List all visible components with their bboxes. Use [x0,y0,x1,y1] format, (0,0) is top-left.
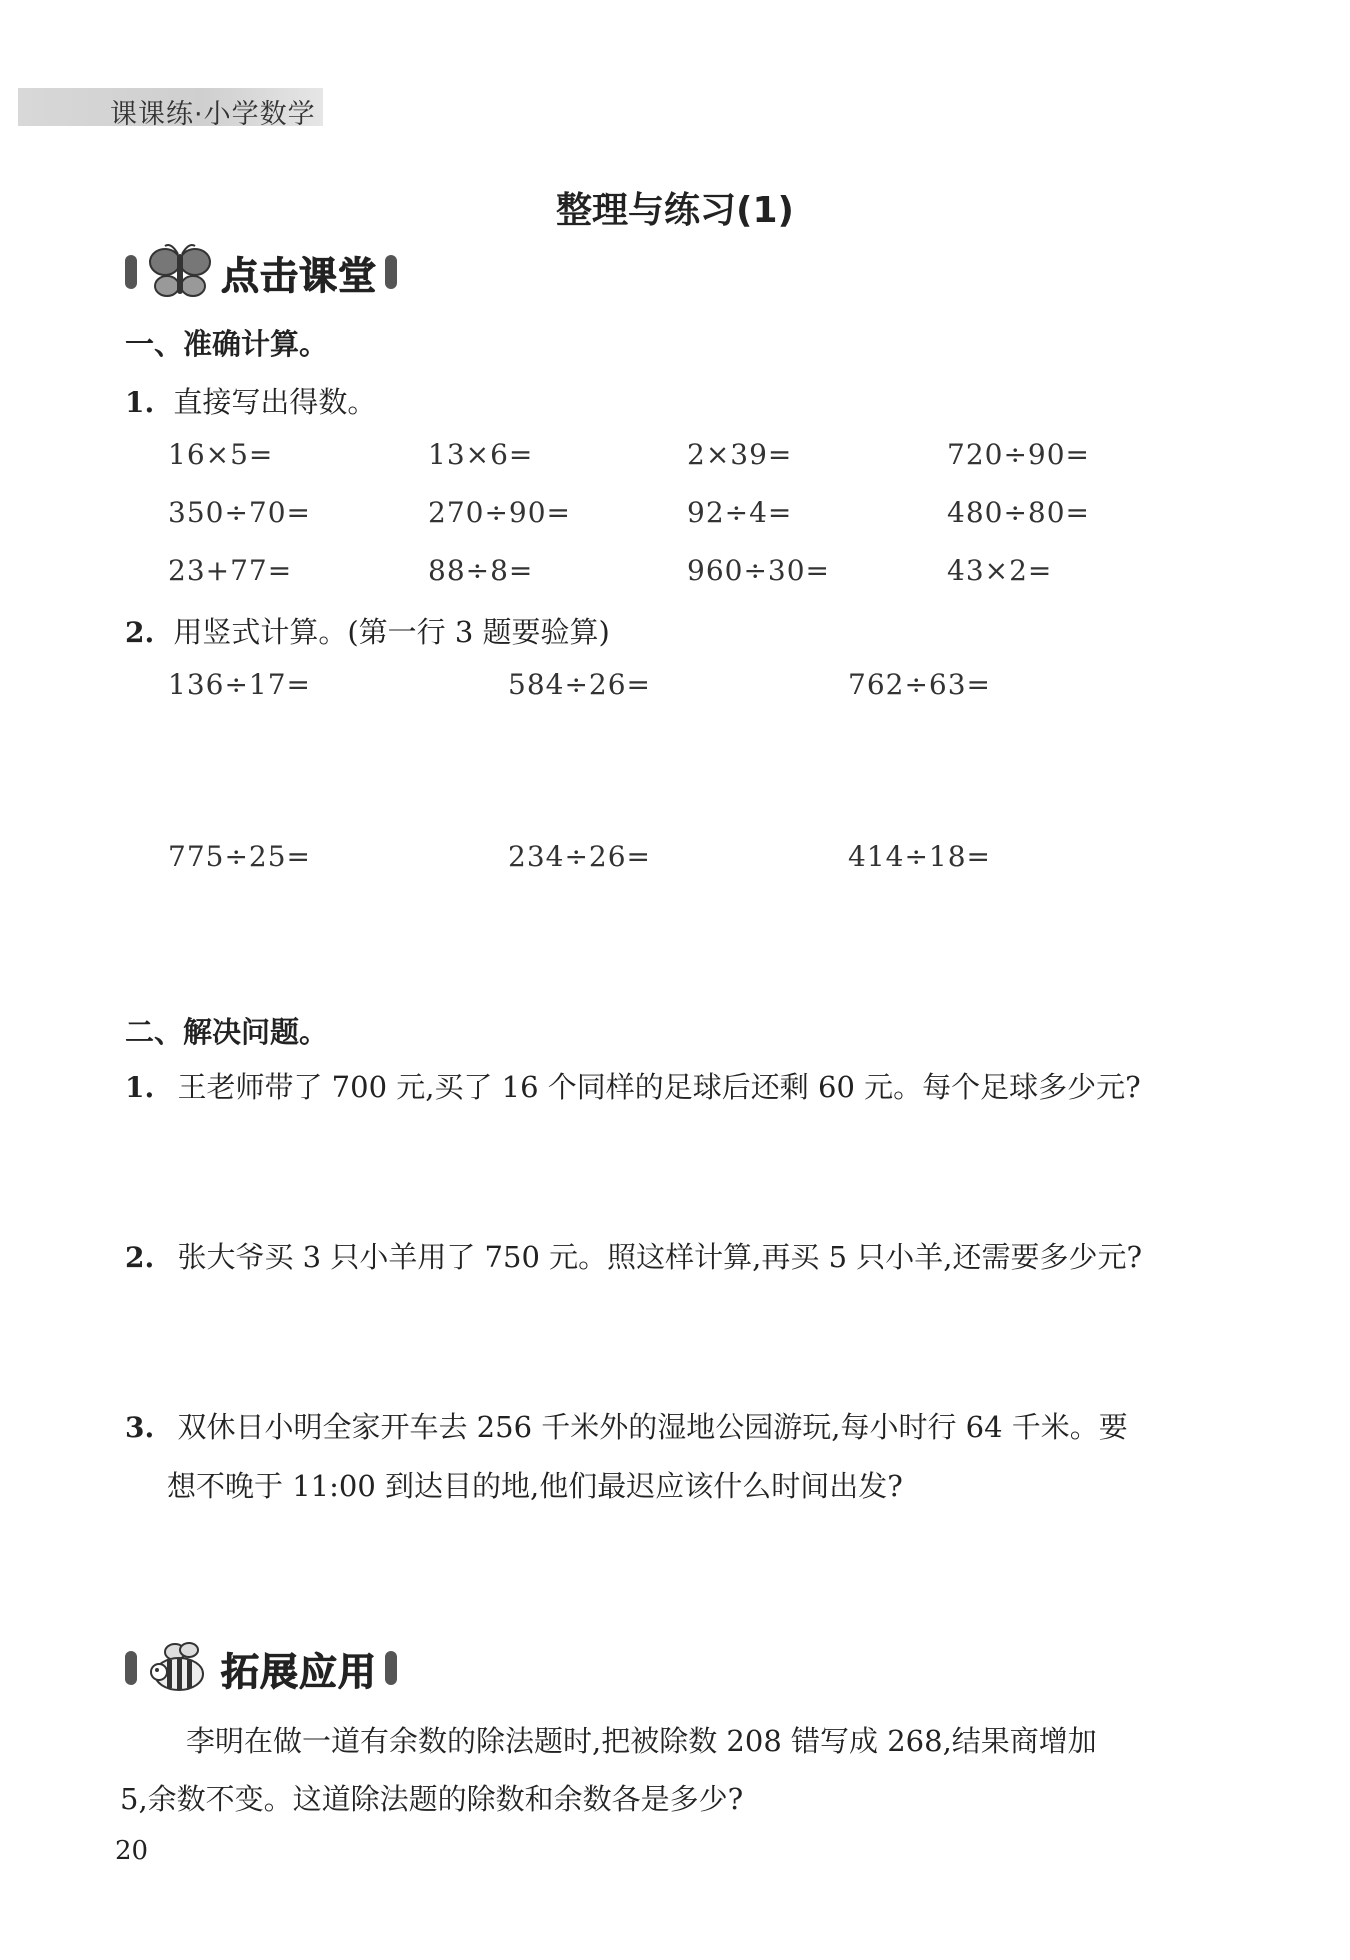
bee-icon [145,1638,215,1698]
question-number: 1. [125,1071,155,1104]
page-title: 整理与练习(1) [556,190,794,231]
question-number: 2. [125,616,155,649]
expression: 775÷25= [168,840,311,873]
expression: 43×2= [947,554,1053,587]
problem-text: 张大爷买 3 只小羊用了 750 元。照这样计算,再买 5 只小羊,还需要多少元? [177,1240,1143,1274]
expression: 92÷4= [687,496,793,529]
butterfly-icon [145,242,215,302]
expression: 762÷63= [848,668,991,701]
expression: 350÷70= [168,496,311,529]
section-banner-extension [125,1642,397,1694]
section-banner-class [125,246,397,298]
banner-right-cap [385,1651,397,1685]
word-problem-3 [125,1398,1235,1515]
book-title: 课课练·小学数学 [110,99,316,130]
expression: 16×5= [168,438,274,471]
section-banner-label: 拓展应用 [221,1649,378,1694]
question-number: 3. [125,1411,155,1444]
question-2 [125,610,610,651]
expression: 720÷90= [947,438,1090,471]
expression: 136÷17= [168,668,311,701]
problem-text: 5,余数不变。这道除法题的除数和余数各是多少? [120,1782,744,1816]
expression: 88÷8= [428,554,534,587]
extension-problem [120,1712,1240,1828]
expression: 960÷30= [687,554,830,587]
expression: 414÷18= [848,840,991,873]
expression: 23+77= [168,554,293,587]
expression: 480÷80= [947,496,1090,529]
part-heading: 一、准确计算。 [125,327,329,361]
problem-text: 王老师带了 700 元,买了 16 个同样的足球后还剩 60 元。每个足球多少元? [177,1070,1141,1104]
expression: 2×39= [687,438,793,471]
expression: 270÷90= [428,496,571,529]
problem-text: 李明在做一道有余数的除法题时,把被除数 208 错写成 268,结果商增加 [186,1724,1097,1758]
problem-text: 双休日小明全家开车去 256 千米外的湿地公园游玩,每小时行 64 千米。要 [177,1410,1128,1444]
page-number: 20 [115,1836,149,1866]
problem-text: 想不晚于 11:00 到达目的地,他们最迟应该什么时间出发? [167,1469,903,1503]
question-1 [125,380,376,421]
word-problem-2 [125,1228,1235,1287]
question-text: 用竖式计算。(第一行 3 题要验算) [173,615,610,649]
banner-left-cap [125,255,137,289]
question-text: 直接写出得数。 [173,385,377,419]
question-number: 2. [125,1241,155,1274]
expression: 13×6= [428,438,534,471]
question-number: 1. [125,386,155,419]
word-problem-1 [125,1058,1235,1117]
expression: 234÷26= [508,840,651,873]
expression: 584÷26= [508,668,651,701]
banner-left-cap [125,1651,137,1685]
section-banner-label: 点击课堂 [221,253,378,298]
banner-right-cap [385,255,397,289]
part-heading: 二、解决问题。 [125,1015,329,1049]
